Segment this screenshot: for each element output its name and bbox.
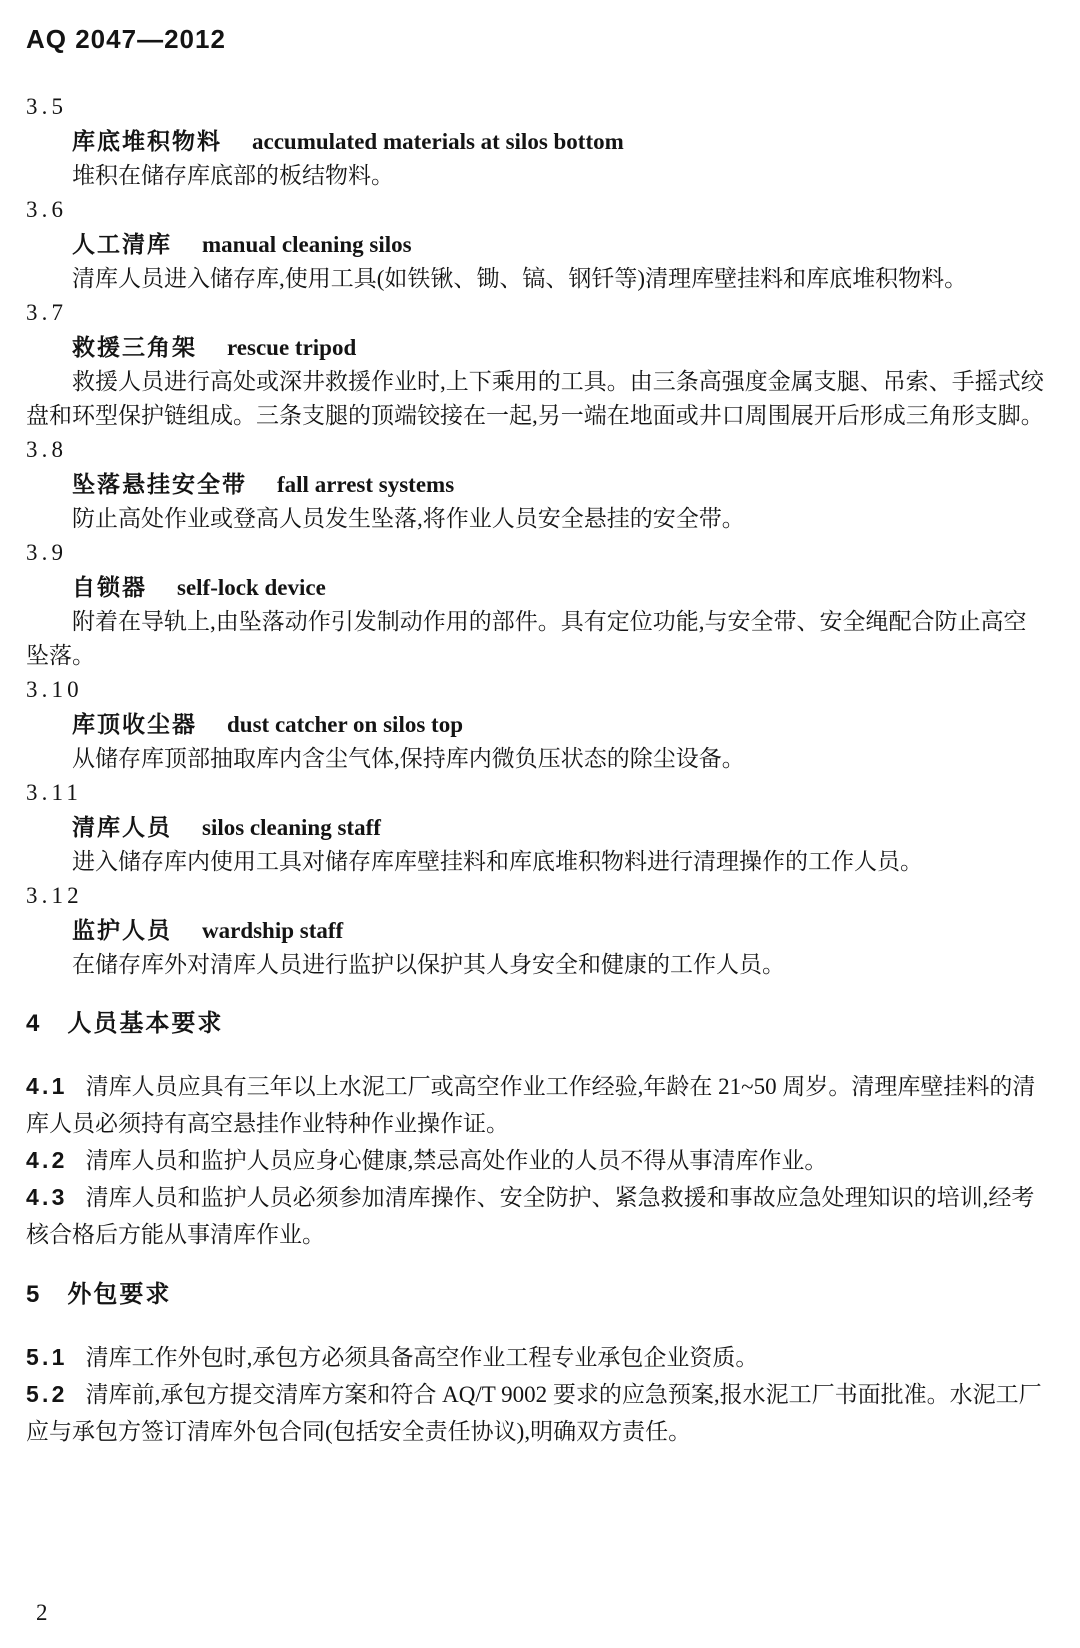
term-name-en: accumulated materials at silos bottom — [252, 129, 624, 154]
term-name-en: rescue tripod — [227, 335, 357, 360]
term-name-zh: 自锁器 — [72, 574, 147, 600]
term-title-line — [26, 330, 1048, 365]
term-name-en: manual cleaning silos — [202, 232, 412, 257]
section-heading — [26, 1279, 1048, 1311]
term-name-en: dust catcher on silos top — [227, 712, 463, 737]
clause-text: 清库前,承包方提交清库方案和符合 AQ/T 9002 要求的应急预案,报水泥工厂书面批准。水泥工厂应与承包方签订清库外包合同(包括安全责任协议),明确双方责任。 — [26, 1382, 1042, 1444]
term-name-en: self-lock device — [177, 575, 326, 600]
term-title-line — [26, 570, 1048, 605]
section-heading — [26, 1008, 1048, 1040]
clause-text: 清库人员和监护人员必须参加清库操作、安全防护、紧急救援和事故应急处理知识的培训,经考核合格后方能从事清库作业。 — [26, 1185, 1035, 1247]
page-number: 2 — [36, 1600, 48, 1625]
term-block — [26, 296, 1048, 433]
clause-text: 清库工作外包时,承包方必须具备高空作业工程专业承包企业资质。 — [85, 1345, 759, 1370]
term-title-line — [26, 467, 1048, 502]
term-name-zh: 库底堆积物料 — [72, 128, 222, 154]
term-number: 3.7 — [26, 300, 68, 325]
term-definition: 进入储存库内使用工具对储存库库壁挂料和库底堆积物料进行清理操作的工作人员。 — [72, 849, 923, 874]
term-name-zh: 清库人员 — [72, 814, 172, 840]
term-block — [26, 193, 1048, 296]
clause-number: 4.2 — [26, 1147, 68, 1173]
term-block — [26, 673, 1048, 776]
term-name-en: wardship staff — [202, 918, 344, 943]
term-block — [26, 776, 1048, 879]
term-definition: 附着在导轨上,由坠落动作引发制动作用的部件。具有定位功能,与安全带、安全绳配合防止高空坠落。 — [26, 609, 1027, 668]
term-name-zh: 人工清库 — [72, 231, 172, 257]
clause — [26, 1179, 1048, 1253]
clause-text: 清库人员和监护人员应身心健康,禁忌高处作业的人员不得从事清库作业。 — [85, 1148, 828, 1173]
term-number: 3.9 — [26, 540, 68, 565]
term-definition: 防止高处作业或登高人员发生坠落,将作业人员安全悬挂的安全带。 — [72, 506, 745, 531]
term-number: 3.5 — [26, 94, 68, 119]
term-definition: 堆积在储存库底部的板结物料。 — [72, 163, 394, 188]
term-title-line — [26, 810, 1048, 845]
term-number: 3.12 — [26, 883, 83, 908]
clause-number: 4.3 — [26, 1184, 68, 1210]
term-title-line — [26, 707, 1048, 742]
section — [26, 1279, 1048, 1450]
page-footer — [36, 1600, 48, 1626]
section-number: 4 — [26, 1010, 40, 1037]
term-block — [26, 536, 1048, 673]
term-block — [26, 433, 1048, 536]
section-title: 外包要求 — [67, 1281, 172, 1308]
clause-number: 5.2 — [26, 1381, 68, 1407]
term-number: 3.10 — [26, 677, 83, 702]
term-name-zh: 库顶收尘器 — [72, 711, 197, 737]
term-block — [26, 90, 1048, 193]
term-name-en: silos cleaning staff — [202, 815, 381, 840]
term-number: 3.11 — [26, 780, 82, 805]
clause — [26, 1376, 1048, 1450]
term-name-zh: 坠落悬挂安全带 — [72, 471, 247, 497]
term-title-line — [26, 227, 1048, 262]
standard-number: AQ 2047—2012 — [26, 24, 226, 54]
term-name-zh: 监护人员 — [72, 917, 172, 943]
term-number: 3.6 — [26, 197, 68, 222]
clause-text: 清库人员应具有三年以上水泥工厂或高空作业工作经验,年龄在 21~50 周岁。清理库壁挂料的清库人员必须持有高空悬挂作业特种作业操作证。 — [26, 1074, 1036, 1136]
term-definition: 清库人员进入储存库,使用工具(如铁锹、锄、镐、钢钎等)清理库壁挂料和库底堆积物料。 — [72, 266, 968, 291]
term-definition: 从储存库顶部抽取库内含尘气体,保持库内微负压状态的除尘设备。 — [72, 746, 745, 771]
requirements-sections — [26, 1008, 1048, 1450]
section-number: 5 — [26, 1281, 40, 1308]
term-definition: 在储存库外对清库人员进行监护以保护其人身安全和健康的工作人员。 — [72, 952, 785, 977]
terms-section — [26, 90, 1048, 982]
clause — [26, 1068, 1048, 1142]
section-title: 人员基本要求 — [67, 1010, 224, 1037]
term-name-zh: 救援三角架 — [72, 334, 197, 360]
clause — [26, 1339, 1048, 1376]
clause-number: 4.1 — [26, 1073, 68, 1099]
section — [26, 1008, 1048, 1253]
term-title-line — [26, 124, 1048, 159]
term-title-line — [26, 913, 1048, 948]
term-definition: 救援人员进行高处或深井救援作业时,上下乘用的工具。由三条高强度金属支腿、吊索、手摇式绞盘和环型保护链组成。三条支腿的顶端铰接在一起,另一端在地面或井口周围展开后形成三角形支脚。 — [26, 369, 1044, 428]
term-block — [26, 879, 1048, 982]
term-name-en: fall arrest systems — [277, 472, 455, 497]
term-number: 3.8 — [26, 437, 68, 462]
clause — [26, 1142, 1048, 1179]
page-header — [26, 24, 1048, 56]
clause-number: 5.1 — [26, 1344, 68, 1370]
